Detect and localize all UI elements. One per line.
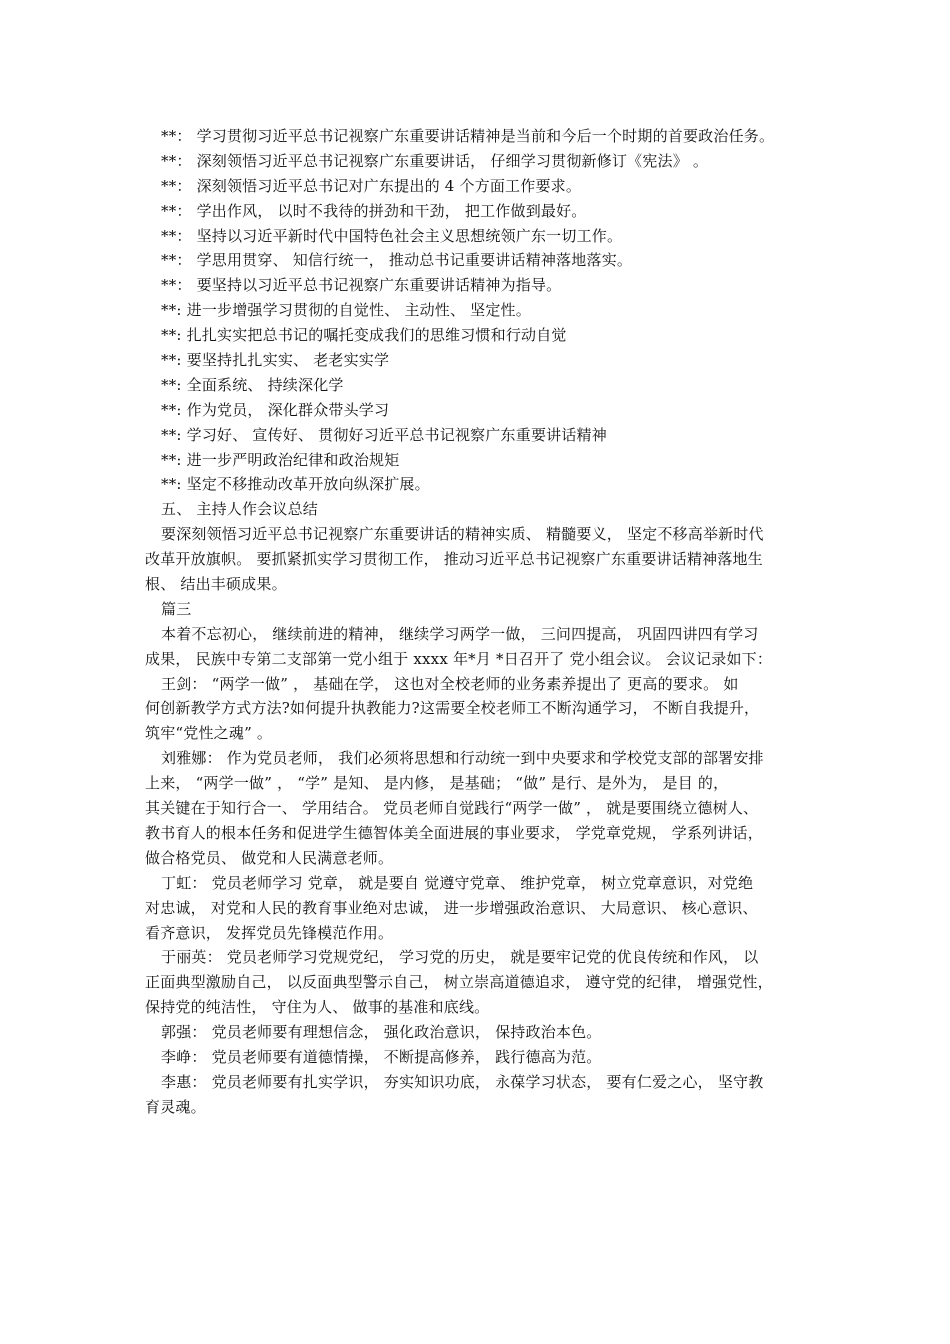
document-body <box>145 124 815 1120</box>
text-line: **: 进一步严明政治纪律和政治规矩 <box>161 450 400 469</box>
text-line: **： 学出作风， 以时不我待的拼劲和干劲， 把工作做到最好。 <box>161 201 587 220</box>
text-line: **: 要坚持扎扎实实、 老老实实学 <box>161 351 390 370</box>
text-line: **： 学思用贯穿、 知信行统一， 推动总书记重要讲话精神落地落实。 <box>161 251 633 270</box>
text-line: 李惠： 党员老师要有扎实学识， 夯实知识功底， 永葆学习状态， 要有仁爱之心， 坚守教 <box>161 1072 764 1091</box>
section-heading: 五、 主持人作会议总结 <box>161 500 318 519</box>
text-line: **： 深刻领悟习近平总书记视察广东重要讲话， 仔细学习贯彻新修订《宪法》 。 <box>161 151 709 170</box>
text-line: **: 坚定不移推动改革开放向纵深扩展。 <box>161 475 430 494</box>
text-line: **: 全面系统、 持续深化学 <box>161 375 344 394</box>
text-line: **: 作为党员， 深化群众带头学习 <box>161 400 390 419</box>
text-line: 看齐意识， 发挥党员先锋模范作用。 <box>145 923 394 942</box>
text-line: 改革开放旗帜。 要抓紧抓实学习贯彻工作， 推动习近平总书记视察广东重要讲话精神落地生 <box>145 550 763 569</box>
text-line: **： 学习贯彻习近平总书记视察广东重要讲话精神是当前和今后一个时期的首要政治任务。 <box>161 127 775 145</box>
text-line: **: 扎扎实实把总书记的嘱托变成我们的思维习惯和行动自觉 <box>161 326 567 345</box>
text-line: **: 学习好、 宣传好、 贯彻好习近平总书记视察广东重要讲话精神 <box>161 425 607 444</box>
text-line: 于丽英： 党员老师学习党规党纪， 学习党的历史， 就是要牢记党的优良传统和作风， 以 <box>161 948 759 967</box>
text-line: 上来， “两学一做” ， “学” 是知、 是内修， 是基础； “做” 是行、是外为， 是目 的， <box>145 774 729 793</box>
text-line: 丁虹： 党员老师学习 党章， 就是要自 觉遵守党章、 维护党章， 树立党章意识，对党绝 <box>161 873 754 892</box>
text-line: **： 要坚持以习近平总书记视察广东重要讲话精神为指导。 <box>161 276 562 295</box>
text-line: **： 坚持以习近平新时代中国特色社会主义思想统领广东一切工作。 <box>161 226 623 245</box>
text-line: 筑牢“党性之魂” 。 <box>145 724 273 743</box>
text-line: 李峥： 党员老师要有道德情操， 不断提高修养， 践行德高为范。 <box>161 1047 602 1066</box>
text-line: 成果， 民族中专第二支部第一党小组于 xxxx 年*月 *日召开了 党小组会议。 会议记录如下： <box>145 649 773 668</box>
text-line: 郭强： 党员老师要有理想信念， 强化政治意识， 保持政治本色。 <box>161 1023 602 1042</box>
text-line: 王剑： “两学一做” ， 基础在学， 这也对全校老师的业务素养提出了 更高的要求。 如 <box>161 674 739 693</box>
section-heading: 篇三 <box>161 599 192 618</box>
text-line: **: 进一步增强学习贯彻的自觉性、 主动性、 坚定性。 <box>161 301 531 320</box>
text-line: 对忠诚， 对党和人民的教育事业绝对忠诚， 进一步增强政治意识、 大局意识、 核心意识、 <box>145 898 758 917</box>
text-line: 根、 结出丰硕成果。 <box>145 575 287 594</box>
text-line: 要深刻领悟习近平总书记视察广东重要讲话的精神实质、 精髓要义， 坚定不移高举新时代 <box>161 525 764 544</box>
text-line: 做合格党员、 做党和人民满意老师。 <box>145 848 394 867</box>
text-line: 何创新教学方式方法?如何提升执教能力?这需要全校老师工不断沟通学习， 不断自我提升， <box>145 699 760 718</box>
text-line: 教书育人的根本任务和促进学生德智体美全面进展的事业要求， 学党章党规， 学系列讲话， <box>145 823 763 842</box>
text-line: **： 深刻领悟习近平总书记对广东提出的 4 个方面工作要求。 <box>161 176 582 195</box>
text-line: 保持党的纯洁性， 守住为人、 做事的基准和底线。 <box>145 998 490 1017</box>
text-line: 育灵魂。 <box>145 1097 206 1116</box>
text-line: 其关键在于知行合一、 学用结合。 党员老师自觉践行“两学一做” ， 就是要围绕立德树人、 <box>145 799 759 818</box>
text-line: 刘雅娜： 作为党员老师， 我们必须将思想和行动统一到中央要求和学校党支部的部署安排 <box>161 749 764 768</box>
text-line: 本着不忘初心， 继续前进的精神， 继续学习两学一做， 三问四提高， 巩固四讲四有学习 <box>161 624 759 643</box>
text-line: 正面典型激励自己， 以反面典型警示自己， 树立崇高道德追求， 遵守党的纪律， 增强党性， <box>145 973 773 992</box>
